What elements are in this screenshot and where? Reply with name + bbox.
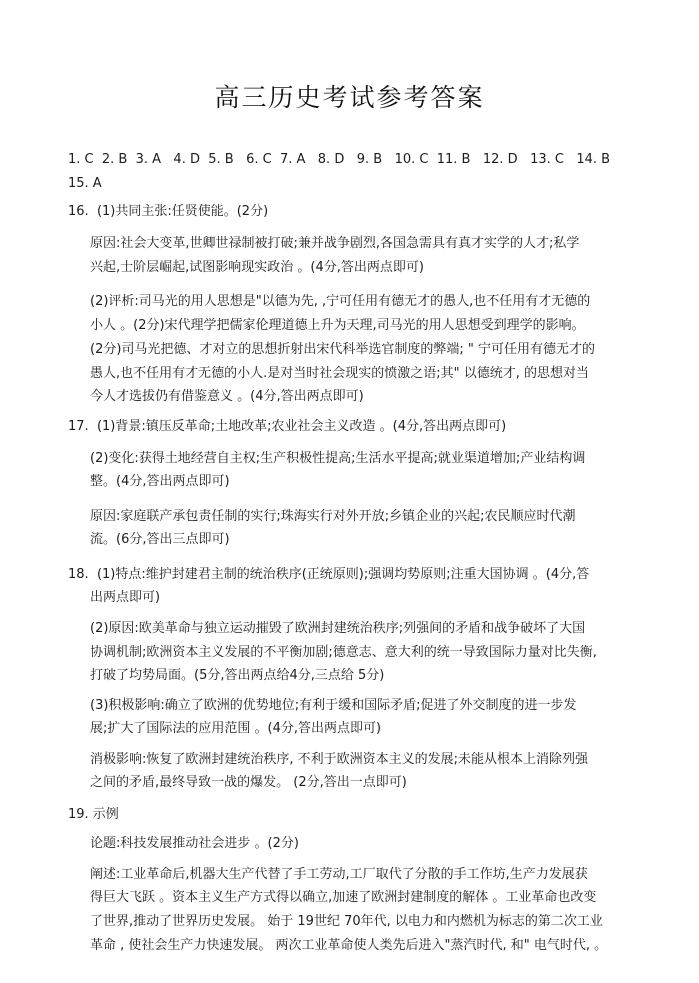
q16-part2-line-2: 小人 。(2分)宋代理学把儒家伦理道德上升为天理,司马光的用人思想受到理学的影响。 (90, 318, 585, 333)
q19-body-line-2: 得巨大飞跃 。资本主义生产方式得以确立,加速了欧洲封建制度的解体 。工业革命也改变 (90, 890, 597, 905)
q19-heading: 19. 示例 (68, 807, 119, 822)
choice-answers-line-1: 1. C 2. B 3. A 4. D 5. B 6. C 7. A 8. D 9. B 10. C 11. B 12. D 13. C 14. B (68, 152, 611, 167)
q17-change-line-2: 整。(4分,答出两点即可) (90, 474, 230, 489)
q18-negative-line-2: 之间的矛盾,最终导致一战的爆发。 (2分,答出一点即可) (90, 775, 407, 790)
q19-body-line-3: 了世界,推动了世界历史发展。 始于 19世纪 70年代, 以电力和内燃机为标志的第二次工业 (90, 914, 603, 929)
q18-part3-line-2: 展;扩大了国际法的应用范围 。(4分,答出两点即可) (90, 721, 382, 736)
choice-answers-line-2: 15. A (68, 176, 102, 191)
q16-part2-line-5: 今人才选拔仍有借鉴意义 。(4分,答出两点即可) (90, 389, 364, 404)
page-title: 高三历史考试参考答案 (214, 83, 485, 112)
q16-part2-line-1: (2)评析:司马光的用人思想是"以德为先, ,宁可任用有德无才的愚人,也不任用有才无德的 (90, 294, 591, 309)
q18-part1-line-1: 18. (1)特点:维护封建君主制的统治秩序(正统原则);强调均势原则;注重大国协调 。(4分,答 (68, 567, 590, 582)
q19-thesis: 论题:科技发展推动社会进步 。(2分) (90, 836, 299, 851)
q17-reason-line-2: 流。(6分,答出三点即可) (90, 532, 230, 547)
q18-part1-line-2: 出两点即可) (90, 590, 161, 605)
q16-part2-line-4: 愚人,也不任用有才无德的小人.是对当时社会现实的愤激之语;其" 以德统才, 的思想对当 (90, 366, 590, 381)
q17-reason-line-1: 原因:家庭联产承包责任制的实行;珠海实行对外开放;乡镇企业的兴起;农民顺应时代潮 (90, 509, 576, 524)
q18-part2-line-2: 协调机制;欧洲资本主义发展的不平衡加剧;德意志、意大利的统一导致国际力量对比失衡, (90, 645, 597, 660)
q16-part2-line-3: (2分)司马光把德、才对立的思想折射出宋代科举选官制度的弊端; " 宁可任用有德无才的 (90, 342, 596, 357)
q18-negative-line-1: 消极影响:恢复了欧洲封建统治秩序, 不利于欧洲资本主义的发展;未能从根本上消除列强 (90, 752, 589, 767)
q17-change-line-1: (2)变化:获得土地经营自主权;生产积极性提高;生活水平提高;就业渠道增加;产业结构调 (90, 451, 586, 466)
q18-part3-line-1: (3)积极影响:确立了欧洲的优势地位;有利于缓和国际矛盾;促进了外交制度的进一步发 (90, 698, 577, 713)
q16-part1: 16. (1)共同主张:任贤使能。(2分) (68, 204, 269, 219)
q19-body-line-4: 革命 , 使社会生产力快速发展。 两次工业革命使人类先后进入"蒸汽时代, 和" 电气时代, 。 (90, 938, 608, 953)
q16-reason-line-2: 兴起,士阶层崛起,试图影响现实政治 。(4分,答出两点即可) (90, 260, 424, 275)
q18-part2-line-3: 打破了均势局面。(5分,答出两点给4分,三点给 5分) (90, 668, 385, 683)
q17-part1: 17. (1)背景:镇压反革命;土地改革;农业社会主义改造 。(4分,答出两点即可) (68, 419, 507, 434)
q19-body-line-1: 阐述:工业革命后,机器大生产代替了手工劳动,工厂取代了分散的手工作坊,生产力发展获 (90, 867, 588, 882)
q16-reason-line-1: 原因:社会大变革,世卿世禄制被打破;兼并战争剧烈,各国急需具有真才实学的人才;私学 (90, 236, 580, 251)
q18-part2-line-1: (2)原因:欧美革命与独立运动摧毁了欧洲封建统治秩序;列强间的矛盾和战争破坏了大国 (90, 621, 586, 636)
